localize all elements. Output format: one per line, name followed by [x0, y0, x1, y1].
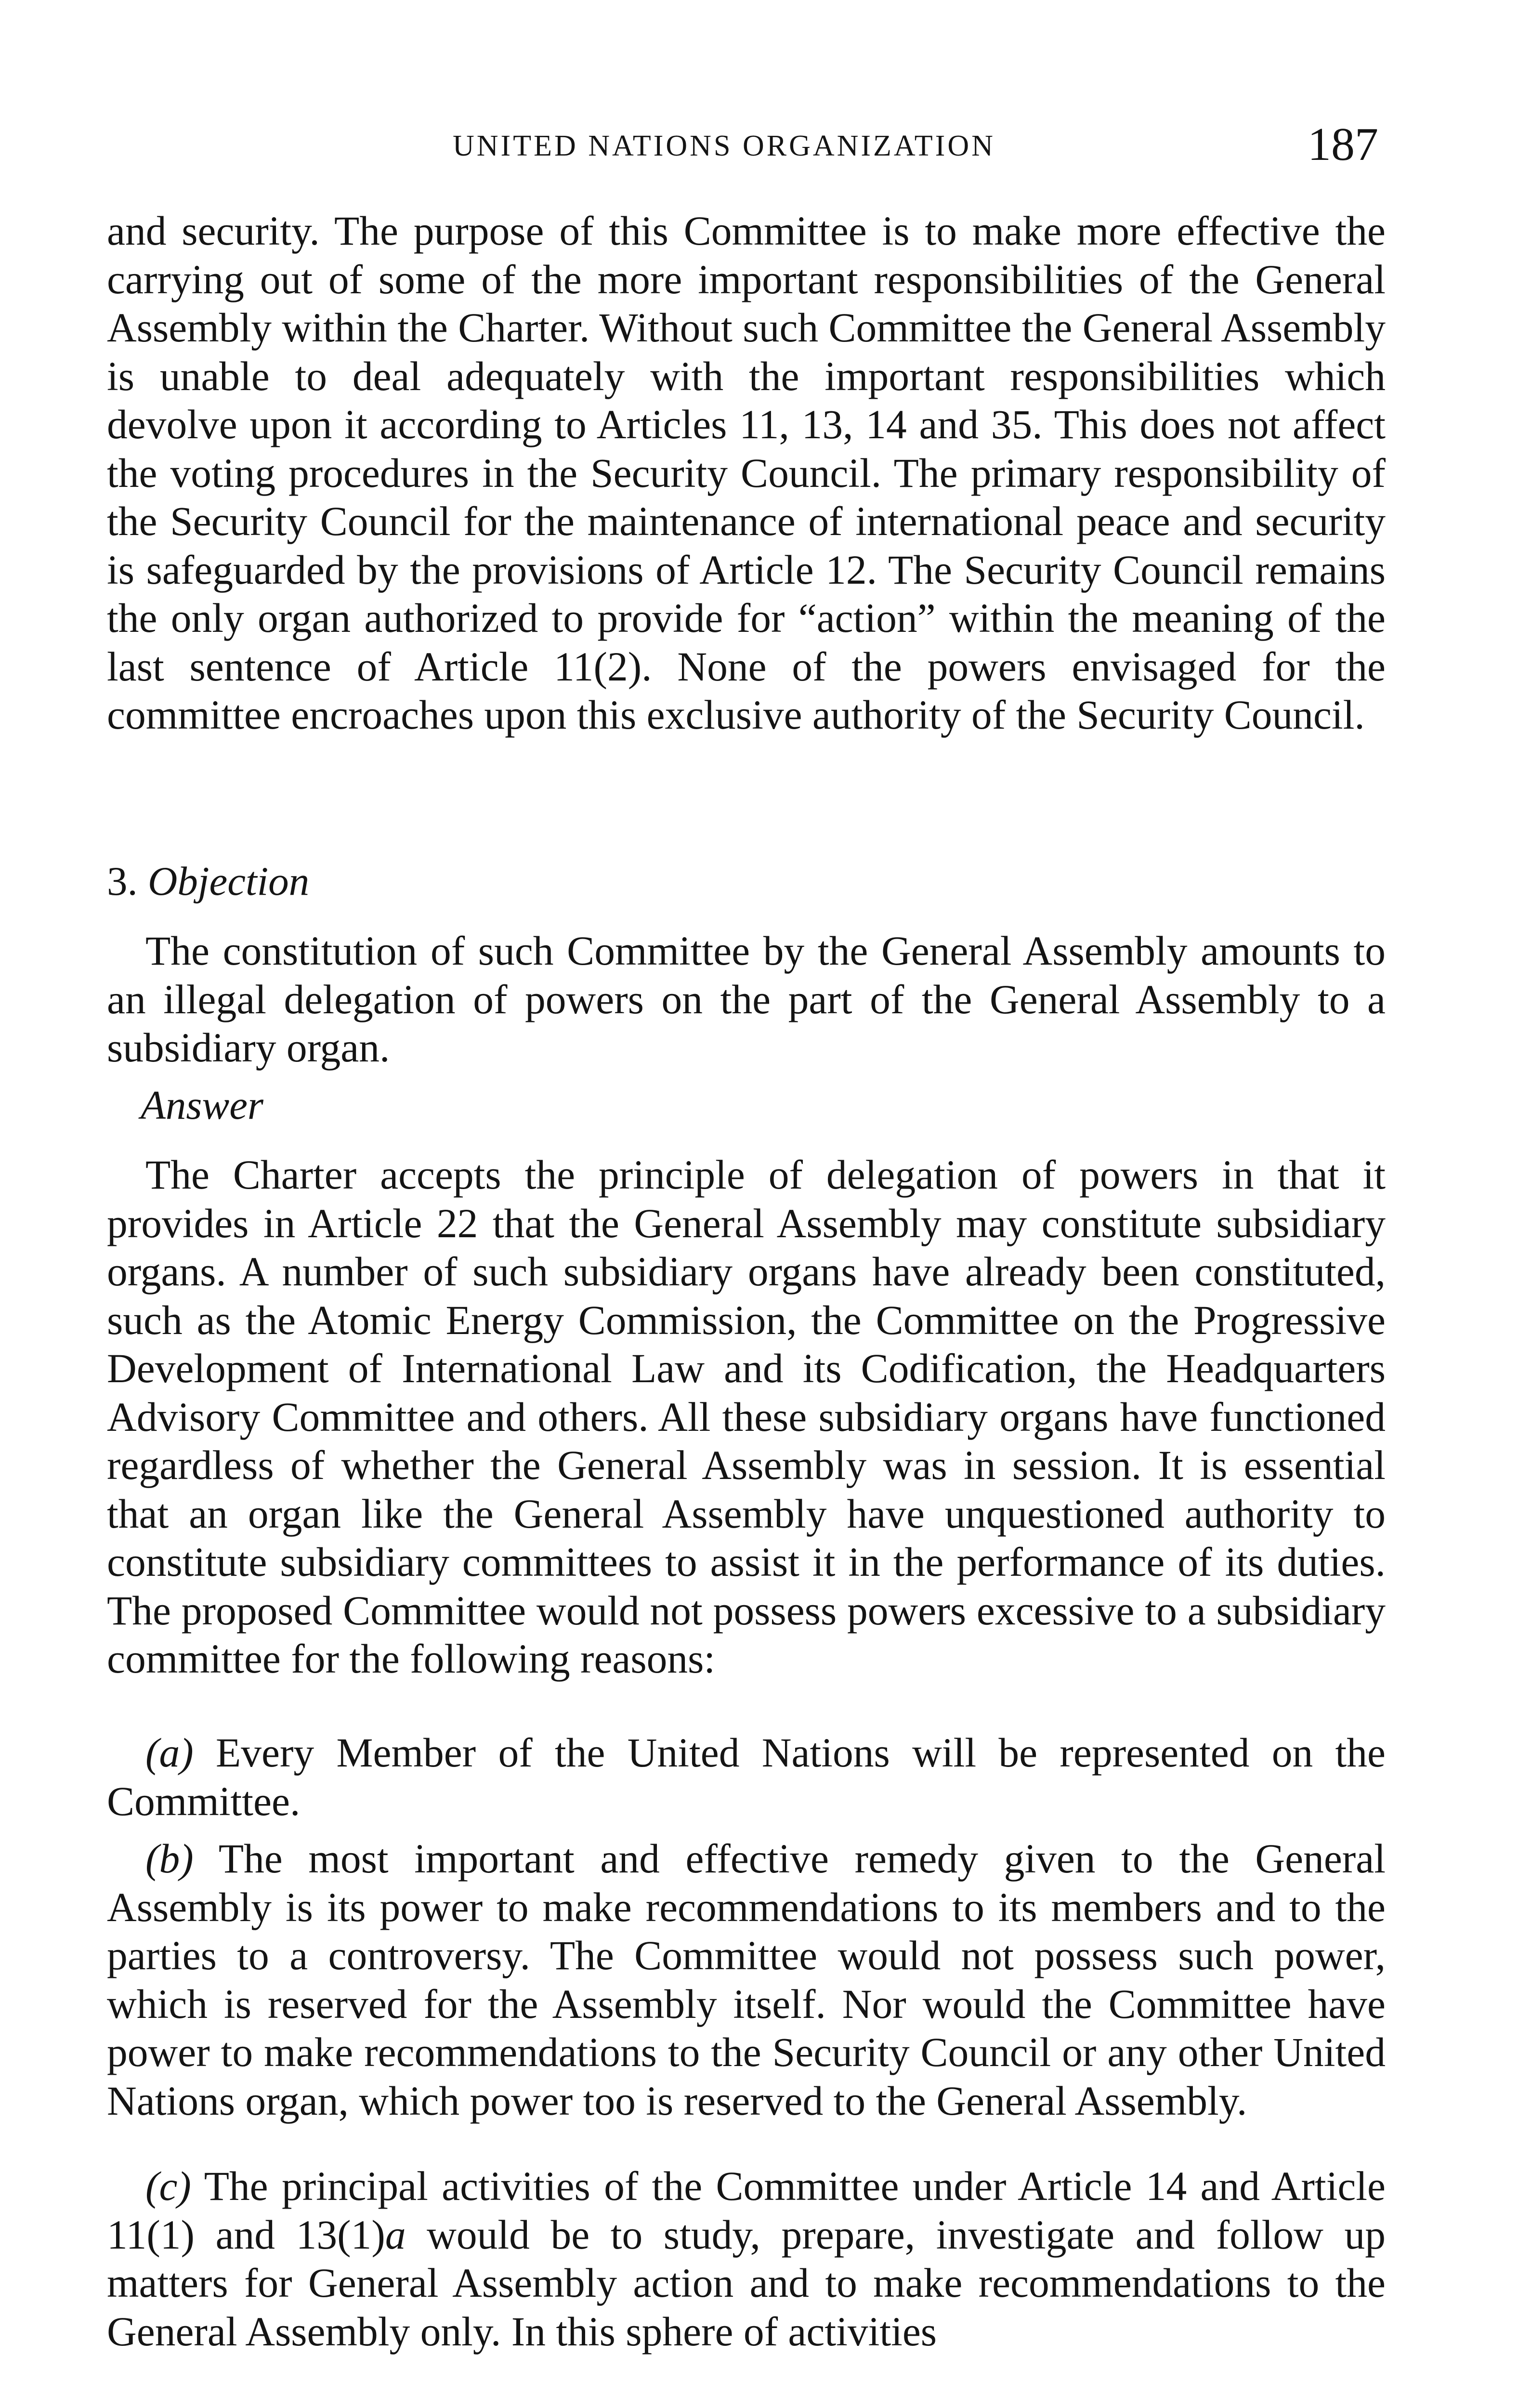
item-b-marker: (b) [145, 1836, 194, 1882]
running-title: UNITED NATIONS ORGANIZATION [453, 130, 995, 162]
answer-paragraph: The Charter accepts the principle of delegation of powers in that it provides in Article 22 that the General Assembly may constitute subsidiary organs. A number of such subsidiary organs have already been constituted, such as the Atomic Energy Commission, the Committee on the Progressive Development of International Law and its Codification, the Headquarters Advisory Committee and others. All these subsidiary organs have functioned regardless of whether the General Assembly was in session. It is essential that an organ like the General Assembly have unquestioned authority to constitute subsidiary committees to assist it in the performance of its duties. The proposed Committee would not possess powers excessive to a subsidiary committee for the following reasons: [107, 1152, 1386, 1682]
objection-paragraph: The constitution of such Committee by the General Assembly amounts to an illegal delegation of powers on the part of the General Assembly to a subsidiary organ. [107, 929, 1386, 1071]
item-c-text-before: The principal activities of the Committee under Article 14 and Article 11(1) and 13(1) [107, 2164, 1386, 2258]
item-c-text-after: would be to study, prepare, investigate and follow up matters for General Assembly action and to make recommendations to the General Assembly only. In this sphere of activities [107, 2212, 1386, 2355]
section-label: Objection [148, 859, 310, 904]
list-item-c [107, 2162, 1386, 2356]
item-b-text: The most important and effective remedy given to the General Assembly is its power to make recommendations to its members and to the parties to a controversy. The Committee would not possess such power, which is reserved for the Assembly itself. Nor would the Committee have power to make recommendations to the Security Council or any other United Nations organ, which power too is reserved to the General Assembly. [107, 1836, 1386, 2124]
item-a-marker: (a) [145, 1730, 194, 1776]
list-item-a [107, 1729, 1386, 1826]
section-number: 3. [107, 859, 138, 904]
section-heading [107, 857, 309, 905]
item-c-marker: (c) [145, 2164, 191, 2209]
paragraph-continuation: and security. The purpose of this Committee is to make more effective the carrying out of some of the more important responsibilities of the General Assembly within the Charter. Without such Committee the General Assembly is unable to deal adequately with the important responsibilities which devolve upon it according to Articles 11, 13, 14 and 35. This does not affect the voting procedures in the Security Council. The primary responsibility of the Security Council for the maintenance of international peace and security is safeguarded by the provisions of Article 12. The Security Council remains the only organ authorized to provide for “action” within the meaning of the last sentence of Article 11(2). None of the powers envisaged for the committee encroaches upon this exclusive authority of the Security Council. [107, 209, 1386, 738]
list-item-b [107, 1835, 1386, 2125]
item-c-italic: a [385, 2212, 406, 2258]
item-a-text: Every Member of the United Nations will be represented on the Committee. [107, 1730, 1386, 1824]
answer-heading: Answer [141, 1083, 263, 1128]
page-number: 187 [1308, 118, 1378, 170]
running-header [101, 120, 1378, 173]
